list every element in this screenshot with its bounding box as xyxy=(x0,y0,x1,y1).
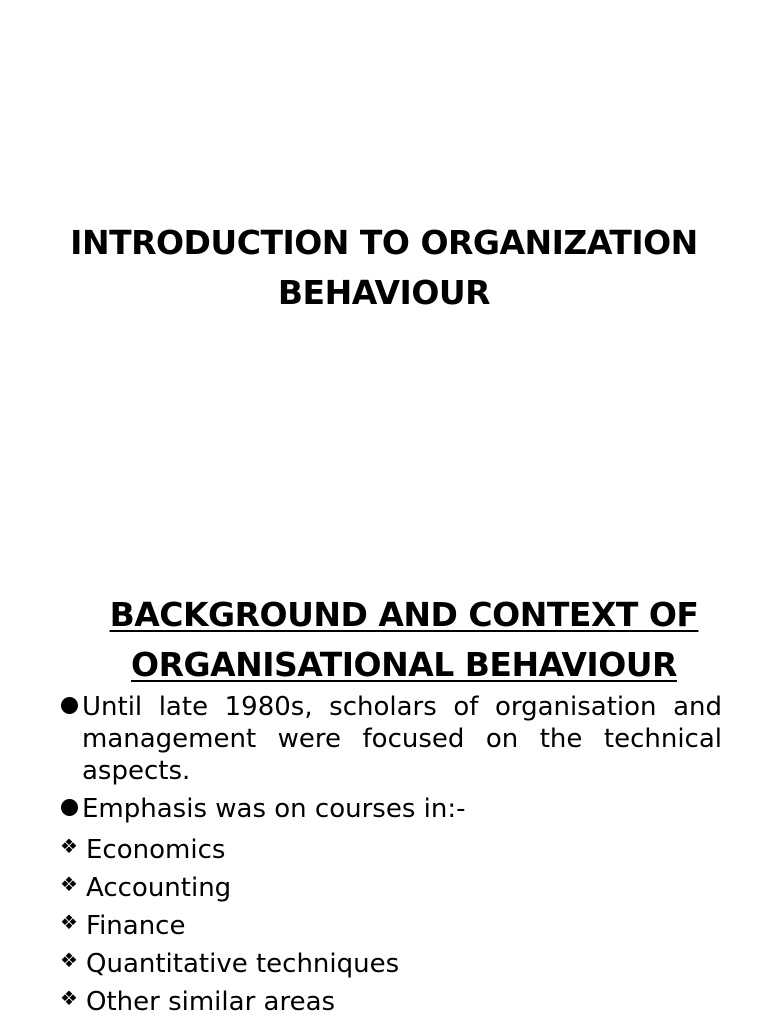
list-item xyxy=(60,793,722,825)
bullet-text: Until late 1980s, scholars of organisation and management were focused on the technical aspects. xyxy=(82,692,722,786)
sub-list-item xyxy=(59,945,722,983)
bullet-text: Emphasis was on courses in:- xyxy=(82,794,466,824)
sub-bullet-text: Economics xyxy=(86,835,226,865)
four-diamond-icon: ❖ xyxy=(60,986,78,1010)
slide-title xyxy=(60,590,748,690)
slide-title xyxy=(30,218,738,318)
four-diamond-icon: ❖ xyxy=(60,872,78,896)
sub-list-item xyxy=(59,831,722,869)
sub-bullet-text: Finance xyxy=(86,911,186,941)
sub-list-item xyxy=(59,907,722,945)
title-line: BEHAVIOUR xyxy=(277,273,491,312)
title-line: BACKGROUND AND CONTEXT OF xyxy=(109,595,699,634)
filled-circle-icon xyxy=(61,697,78,714)
sub-list-item xyxy=(59,983,722,1021)
list-item xyxy=(60,691,722,787)
sub-bullet-text: Accounting xyxy=(86,873,232,903)
sub-list-item xyxy=(59,869,722,907)
slide-background xyxy=(0,560,768,1024)
sub-bullet-text: Other similar areas xyxy=(86,987,336,1017)
four-diamond-icon: ❖ xyxy=(60,910,78,934)
bullet-list xyxy=(60,691,722,1021)
filled-circle-icon xyxy=(61,799,78,816)
title-line: ORGANISATIONAL BEHAVIOUR xyxy=(131,645,677,684)
title-line: INTRODUCTION TO ORGANIZATION xyxy=(70,223,698,262)
sub-bullet-text: Quantitative techniques xyxy=(86,949,400,979)
four-diamond-icon: ❖ xyxy=(60,834,78,858)
four-diamond-icon: ❖ xyxy=(60,948,78,972)
